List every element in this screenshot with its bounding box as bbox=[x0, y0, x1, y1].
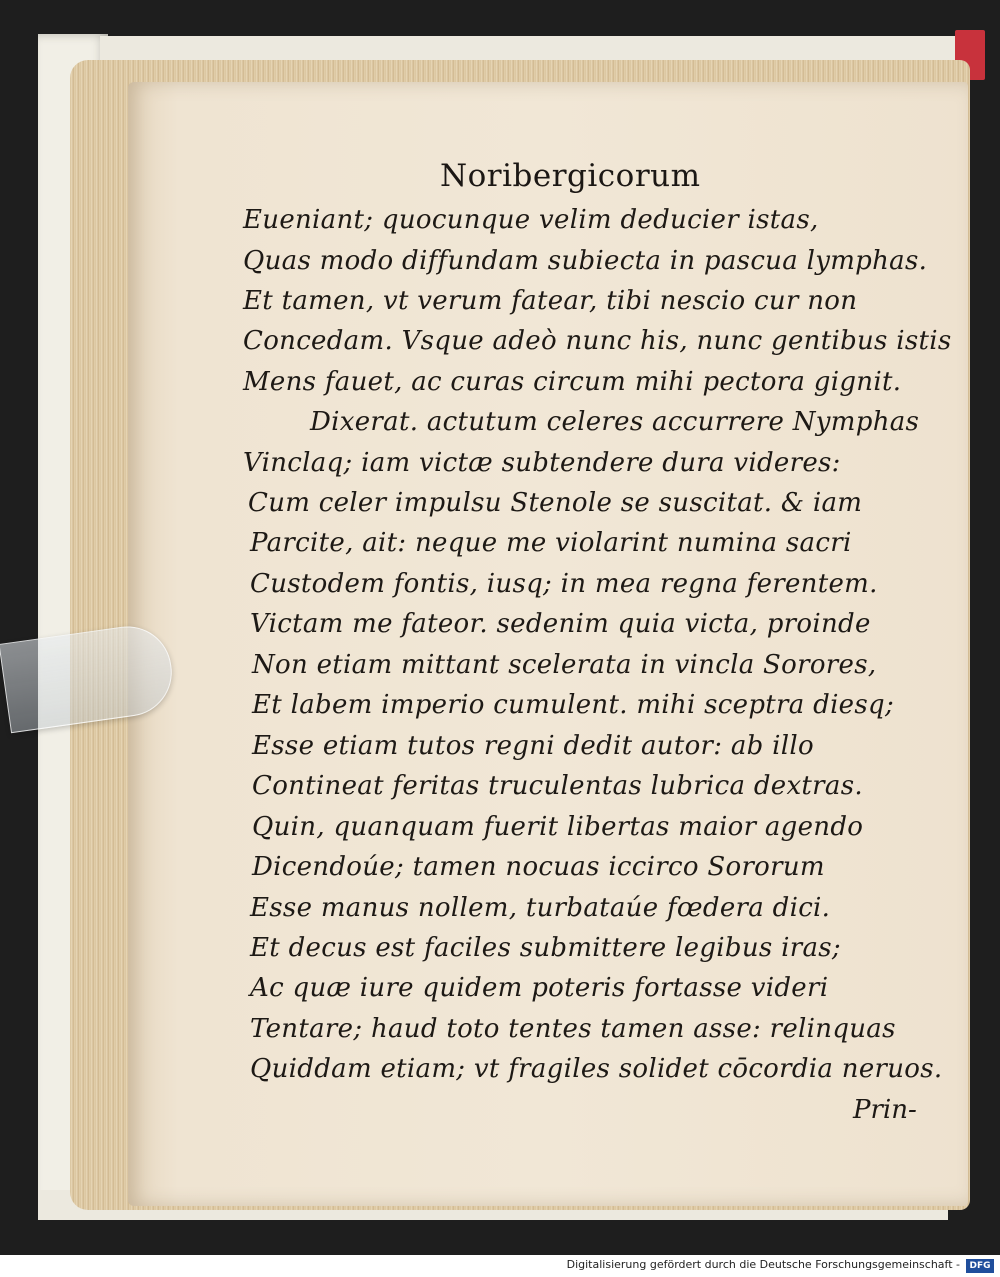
verse-line: Et decus est faciles submittere legibus iras; bbox=[250, 933, 841, 963]
verse-line: Mens fauet, ac curas circum mihi pectora gignit. bbox=[243, 367, 902, 397]
verse-line: Custodem fontis, iusq; in mea regna ferentem. bbox=[250, 569, 878, 599]
verse-line: Quiddam etiam; vt fragiles solidet cōcordia neruos. bbox=[250, 1054, 943, 1084]
verse-line: Contineat feritas truculentas lubrica dextras. bbox=[252, 771, 863, 801]
verse-line: Dicendoúe; tamen nocuas iccirco Sororum bbox=[252, 852, 825, 882]
verse-line: Concedam. Vsque adeò nunc his, nunc gentibus istis bbox=[243, 326, 952, 356]
verse-line: Tentare; haud toto tentes tamen asse: relinquas bbox=[250, 1014, 896, 1044]
verse-line: Dixerat. actutum celeres accurrere Nymphas bbox=[310, 407, 920, 437]
verse-line: Vinclaq; iam victæ subtendere dura videres: bbox=[243, 448, 841, 478]
verse-line: Eueniant; quocunque velim deducier istas, bbox=[243, 205, 819, 235]
running-header: Noribergicorum bbox=[440, 158, 701, 194]
verse-line: Ac quæ iure quidem poteris fortasse videri bbox=[250, 973, 829, 1003]
verse-line: Esse manus nollem, turbataúe fœdera dici. bbox=[250, 893, 831, 923]
verse-line: Non etiam mittant scelerata in vincla Sorores, bbox=[252, 650, 877, 680]
verse-line: Quas modo diffundam subiecta in pascua lymphas. bbox=[243, 246, 928, 276]
verse-line: Et labem imperio cumulent. mihi sceptra diesq; bbox=[252, 690, 895, 720]
verse-line: Et tamen, vt verum fatear, tibi nescio cur non bbox=[243, 286, 858, 316]
verse-line: Quin, quanquam fuerit libertas maior agendo bbox=[252, 812, 864, 842]
verse-line: Parcite, ait: neque me violarint numina sacri bbox=[250, 528, 852, 558]
dfg-logo-icon: DFG bbox=[966, 1259, 994, 1273]
verse-line: Victam me fateor. sedenim quia victa, proinde bbox=[250, 609, 871, 639]
footer-bar bbox=[0, 1255, 1000, 1277]
verse-line: Cum celer impulsu Stenole se suscitat. & iam bbox=[248, 488, 863, 518]
funding-credit: Digitalisierung gefördert durch die Deutsche Forschungsgemeinschaft - bbox=[566, 1258, 960, 1271]
catchword: Prin- bbox=[853, 1095, 917, 1125]
verse-line: Esse etiam tutos regni dedit autor: ab illo bbox=[252, 731, 814, 761]
